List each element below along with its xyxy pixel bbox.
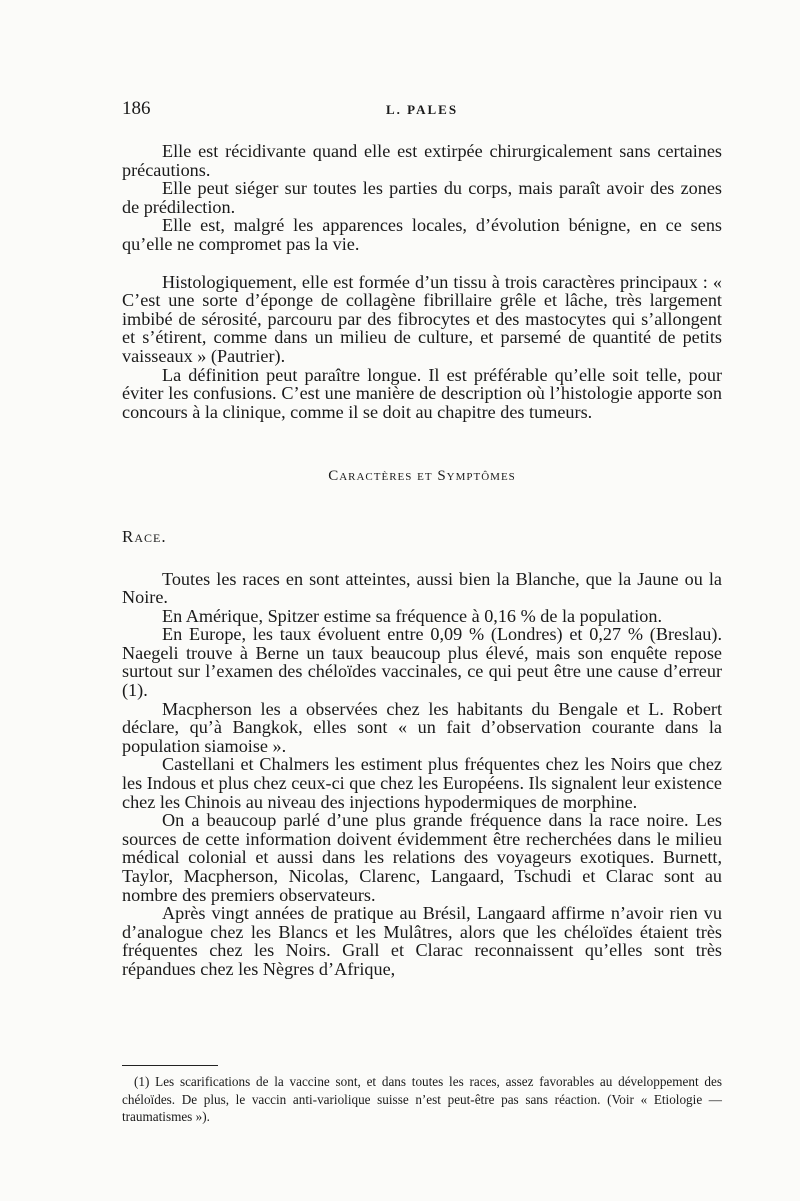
paragraph: On a beaucoup parlé d’une plus grande fréquence dans la race noire. Les sources de cette information doivent évidemment être recherchées dans le milieu médical colonial et aussi dans les relations des voyageurs exotiques. Burnett, Taylor, Macpherson, Nicolas, Clarenc, Langaard, Tschudi et Clarac sont au nombre des premiers observateurs. (122, 810, 722, 905)
page-number: 186 (122, 98, 151, 119)
page-header (122, 98, 722, 126)
paragraph: En Amérique, Spitzer estime sa fréquence à 0,16 % de la population. (162, 605, 662, 626)
footnote-divider (122, 1065, 218, 1066)
paragraph: Macpherson les a observées chez les habitants du Bengale et L. Robert déclare, qu’à Bangkok, elles sont « un fait d’observation courante dans la population siamoise ». (122, 698, 722, 756)
subsection-title: Race. (122, 526, 167, 546)
footnote (122, 1073, 722, 1126)
paragraph: Castellani et Chalmers les estiment plus fréquentes chez les Noirs que chez les Indous et plus chez ceux-ci que chez les Européens. Ils signalent leur existence chez les Chinois au niveau des injections hypodermiques de morphine. (122, 754, 722, 812)
paragraph: Elle est, malgré les apparences locales, d’évolution bénigne, en ce sens qu’elle ne compromet pas la vie. (122, 215, 722, 254)
paragraph: En Europe, les taux évoluent entre 0,09 % (Londres) et 0,27 % (Breslau). Naegeli trouve à Berne un taux beaucoup plus élevé, mais son enquête repose surtout sur l’examen des chéloïdes vaccinales, ce qui peut être une cause d’erreur (1). (122, 624, 722, 701)
paragraph: La définition peut paraître longue. Il est préférable qu’elle soit telle, pour éviter les confusions. C’est une manière de description où l’histologie apporte son concours à la clinique, comme il se doit au chapitre des tumeurs. (122, 364, 722, 422)
paragraph: Histologiquement, elle est formée d’un tissu à trois caractères principaux : « C’est une sorte d’éponge de collagène fibrillaire grêle et lâche, très largement imbibé de sérosité, parcouru par des fibrocytes et des mastocytes qui s’allongent et s’étirent, comme dans un milieu de culture, et parsemé de quantité de petits vaisseaux » (Pautrier). (122, 271, 722, 366)
paragraph: Elle est récidivante quand elle est extirpée chirurgicalement sans certaines précautions. (122, 141, 722, 180)
paragraph: Après vingt années de pratique au Brésil, Langaard affirme n’avoir rien vu d’analogue chez les Blancs et les Mulâtres, alors que les chéloïdes étaient très fréquentes chez les Noirs. Grall et Clarac reconnaissent qu’elles sont très répandues chez les Nègres d’Afrique, (122, 903, 722, 979)
paragraph: Elle peut siéger sur toutes les parties du corps, mais paraît avoir des zones de prédilection. (122, 178, 722, 217)
paragraph: Toutes les races en sont atteintes, aussi bien la Blanche, que la Jaune ou la Noire. (122, 568, 722, 608)
running-head: L. PALES (385, 102, 459, 117)
footnote-text: (1) Les scarifications de la vaccine sont, et dans toutes les races, assez favorables au développement des chéloïdes. De plus, le vaccin anti-variolique suisse n’est peut-être pas sans réaction. (Voir « Etiologie — traumatismes »). (122, 1074, 722, 1124)
body-text (122, 142, 722, 979)
section-title: Caractères et Symptômes (328, 468, 516, 485)
